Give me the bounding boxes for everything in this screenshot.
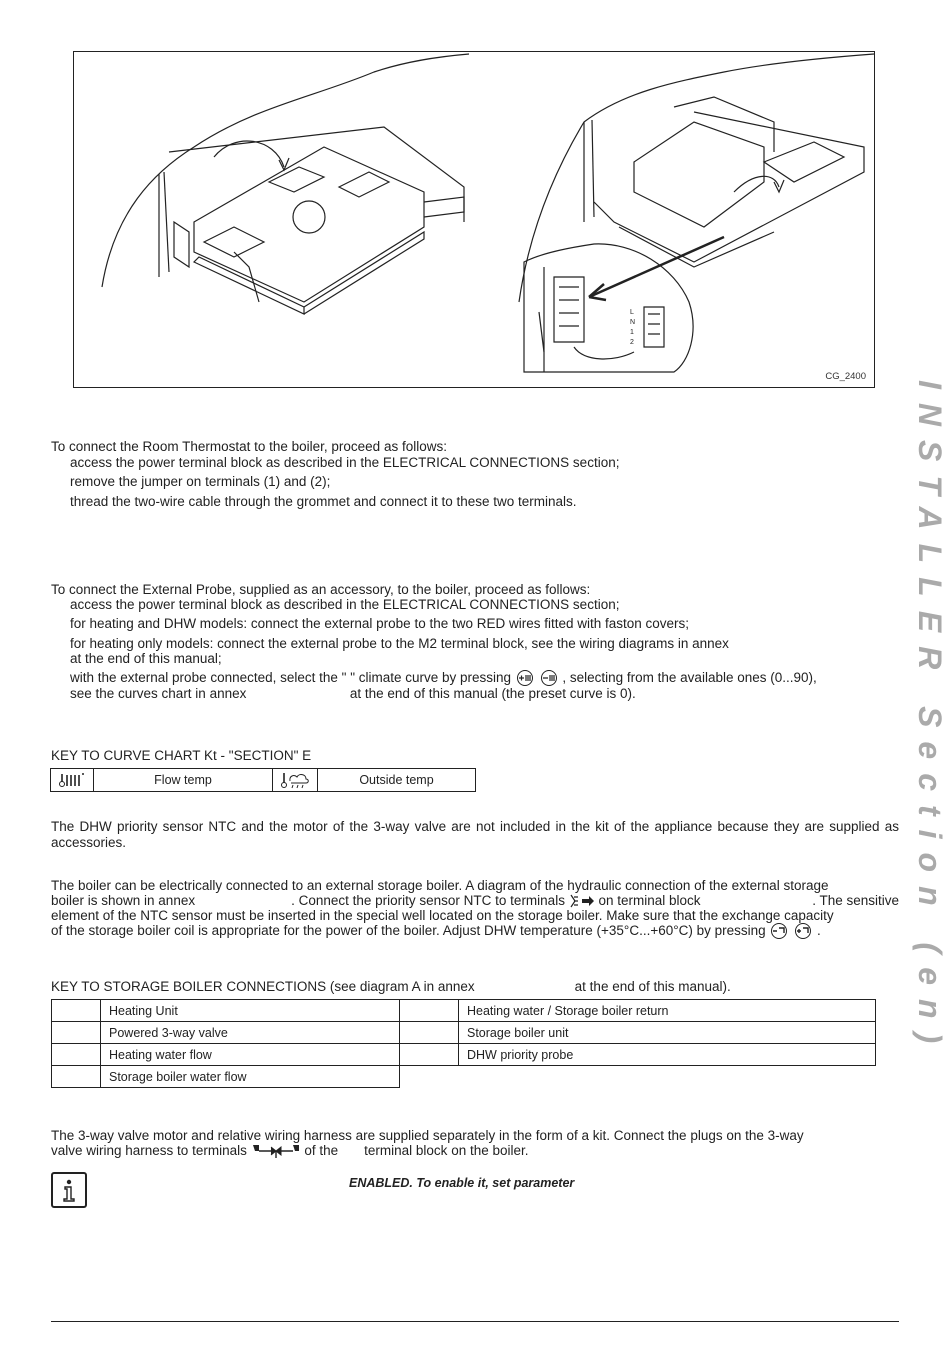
external-probe-step-1: access the power terminal block as described in the ELECTRICAL CONNECTIONS section; (70, 597, 620, 612)
key-cell (400, 1000, 459, 1022)
key-cell (52, 1022, 101, 1044)
storage-key-title (51, 979, 899, 995)
svg-text:2: 2 (630, 339, 634, 346)
svg-text:1: 1 (630, 329, 634, 336)
table-row (52, 1044, 876, 1066)
storage-text-adjust: of the storage boiler coil is appropriate for the power of the boiler. Adjust DHW temperature (+35°C...+60°C) by pressing (51, 923, 766, 938)
key-label: Powered 3-way valve (101, 1022, 400, 1044)
key-label: DHW priority probe (459, 1044, 876, 1066)
curve-key-table (50, 768, 476, 792)
step4-text-b: , selecting from the available ones (0...90), (562, 670, 817, 685)
storage-text-end: . (816, 923, 821, 938)
footer-rule (51, 1321, 899, 1322)
storage-line-4 (51, 923, 899, 939)
outdoor-cell (273, 769, 318, 792)
radiator-icon (57, 772, 87, 788)
key-cell (52, 1044, 101, 1066)
table-row (52, 1022, 876, 1044)
external-probe-step-3b: at the end of this manual; (70, 651, 222, 666)
empty-cell (400, 1066, 876, 1088)
svg-text:N: N (630, 319, 636, 326)
storage-text-annex: boiler is shown in annex (51, 893, 196, 908)
valve-text-of: of the (304, 1143, 339, 1158)
step4-text-d: at the end of this manual (the preset curve is 0). (349, 686, 636, 701)
external-probe-step-4-line1 (70, 670, 899, 686)
key-cell (400, 1044, 459, 1066)
valve-text-terminals: valve wiring harness to terminals (51, 1143, 247, 1158)
flow-temp-cell: Flow temp (94, 769, 273, 792)
valve-icon (251, 1143, 301, 1159)
external-probe-step-3a: for heating only models: connect the external probe to the M2 terminal block, see the wiring diagrams in annex (70, 636, 729, 651)
room-thermostat-step-3: thread the two-wire cable through the grommet and connect it to these two terminals. (70, 494, 577, 509)
external-probe-intro: To connect the External Probe, supplied as an accessory, to the boiler, proceed as follows: (51, 582, 591, 597)
outdoor-temp-icon (279, 771, 311, 789)
tap-minus-icon (769, 923, 789, 939)
curve-key-title: KEY TO CURVE CHART Kt - "SECTION" E (51, 748, 312, 763)
storage-line-2 (51, 893, 899, 909)
info-icon (51, 1172, 87, 1208)
external-probe-step-4-line2 (70, 686, 899, 702)
valve-text-block: terminal block on the boiler. (364, 1143, 529, 1158)
step4-text-a: with the external probe connected, select the " " climate curve by pressing (70, 670, 512, 685)
figure-code: CG_2400 (825, 371, 866, 382)
room-thermostat-step-2: remove the jumper on terminals (1) and (2); (70, 474, 331, 489)
table-row (52, 1000, 876, 1022)
room-thermostat-step-1: access the power terminal block as described in the ELECTRICAL CONNECTIONS section; (70, 455, 620, 470)
info-icon-glyph (53, 1174, 85, 1206)
outside-temp-cell: Outside temp (318, 769, 476, 792)
dhw-sensor-text: The DHW priority sensor NTC and the motor of the 3-way valve are not included in the kit of the appliance because they are supplied as accessories. (51, 819, 899, 850)
key-label: Heating water flow (101, 1044, 400, 1066)
storage-line-1: The boiler can be electrically connected to an external storage boiler. A diagram of the hydraulic connection of the external storage (51, 878, 829, 893)
room-thermostat-intro: To connect the Room Thermostat to the boiler, proceed as follows: (51, 439, 447, 454)
key-cell (52, 1066, 101, 1088)
storage-text-block: on terminal block (598, 893, 701, 908)
storage-key-title-text: KEY TO STORAGE BOILER CONNECTIONS (see diagram A in annex (51, 979, 475, 994)
storage-line-3: element of the NTC sensor must be inserted in the special well located on the storage boiler. Make sure that the exchange capacity (51, 908, 834, 923)
storage-key-title-end: at the end of this manual). (574, 979, 731, 994)
key-label: Storage boiler unit (459, 1022, 876, 1044)
heating-plus-icon (515, 670, 535, 686)
tap-plus-icon (793, 923, 813, 939)
valve-line-1: The 3-way valve motor and relative wiring harness are supplied separately in the form of a kit. Connect the plugs on the 3-way (51, 1128, 804, 1143)
svg-text:L: L (630, 309, 634, 316)
step4-text-c: see the curves chart in annex (70, 686, 247, 701)
key-label: Heating water / Storage boiler return (459, 1000, 876, 1022)
key-cell (400, 1022, 459, 1044)
side-title-text: INSTALLER Section (en) (912, 380, 948, 1058)
key-cell (52, 1000, 101, 1022)
storage-text-terminals: . Connect the priority sensor NTC to terminals (291, 893, 565, 908)
radiator-cell (51, 769, 94, 792)
boiler-diagram (74, 52, 875, 388)
side-section-title (900, 380, 950, 1058)
external-probe-step-2: for heating and DHW models: connect the external probe to the two RED wires fitted with faston covers; (70, 616, 690, 631)
key-label: Heating Unit (101, 1000, 400, 1022)
table-row (52, 1066, 876, 1088)
storage-text-sensitive: . The sensitive (812, 893, 899, 908)
heating-minus-icon (539, 670, 559, 686)
storage-key-table (51, 999, 876, 1088)
key-label: Storage boiler water flow (101, 1066, 400, 1088)
installation-figure (73, 51, 875, 388)
valve-line-2 (51, 1143, 899, 1159)
note-text: ENABLED. To enable it, set parameter (349, 1176, 575, 1190)
